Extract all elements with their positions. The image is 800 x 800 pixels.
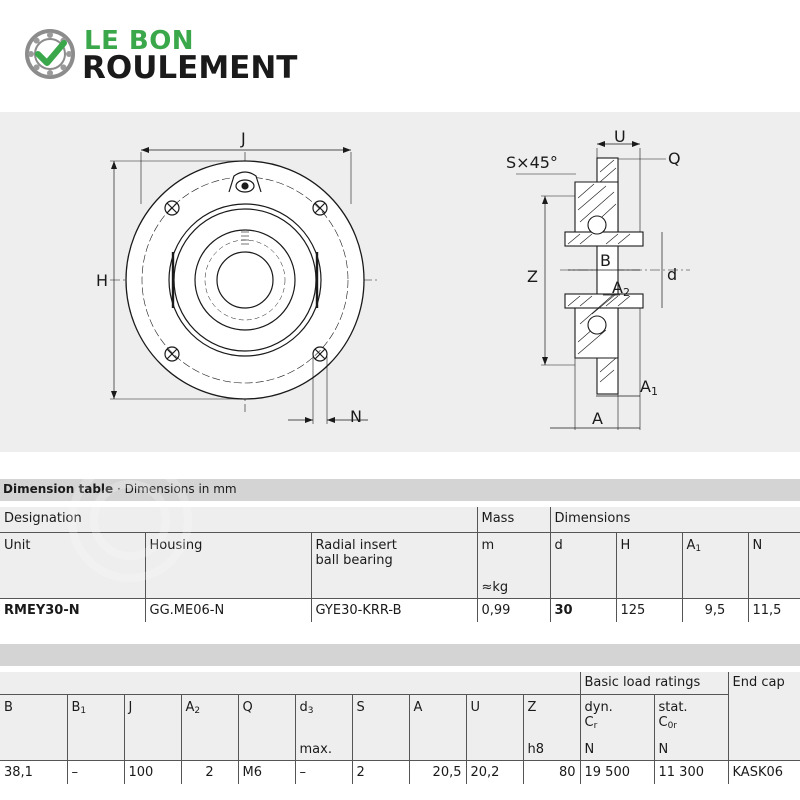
dimension-table [0,507,800,622]
B-value: 38,1 [0,760,67,784]
insert-value: GYE30-KRR-B [311,598,477,622]
Z-header: Z h8 [523,694,580,760]
end-cap-value: KASK06 [728,760,800,784]
brand-line2: ROULEMENT [82,50,298,86]
d3-value: – [295,760,352,784]
Cr-value: 19 500 [580,760,654,784]
side-view [516,141,690,430]
label-Z: Z [527,267,538,286]
drawing-svg [0,112,800,452]
label-N: N [350,407,362,426]
A-header: A [409,694,466,760]
label-B: B [600,251,611,270]
J-value: 100 [124,760,181,784]
S-value: 2 [352,760,409,784]
label-s45: S×45° [506,153,558,172]
mass-header: Mass [477,507,550,532]
basic-load-header: Basic load ratings [580,672,728,694]
housing-value: GG.ME06-N [145,598,311,622]
label-Q: Q [668,149,681,168]
end-cap-header: End cap [728,672,800,760]
H-value: 125 [616,598,682,622]
front-view [110,147,380,424]
d-value: 30 [550,598,616,622]
label-H: H [96,271,109,290]
A1-value: 9,5 [682,598,748,622]
H-header: H [616,532,682,598]
second-table-bar [0,644,800,666]
label-J: J [241,129,246,148]
mass-unit-header: m ≈kg [477,532,550,598]
designation-header: Designation [0,507,477,532]
mass-value: 0,99 [477,598,550,622]
insert-header: Radial insert ball bearing [311,532,477,598]
Cr-header: dyn. Cr N [580,694,654,760]
dimension-table-titlebar [0,479,800,501]
header [0,0,800,112]
label-d: d [667,265,678,284]
C0r-value: 11 300 [654,760,728,784]
A-value: 20,5 [409,760,466,784]
S-header: S [352,694,409,760]
label-A2: A2 [612,278,630,299]
housing-header: Housing [145,532,311,598]
d-header: d [550,532,616,598]
d3-header: d3 max. [295,694,352,760]
Z-value: 80 [523,760,580,784]
N-value: 11,5 [748,598,800,622]
N-header: N [748,532,800,598]
table-row [0,760,800,784]
A2-header: A2 [181,694,238,760]
B1-value: – [67,760,124,784]
unit-header: Unit [0,532,145,598]
label-A: A [592,409,603,428]
Q-value: M6 [238,760,295,784]
U-value: 20,2 [466,760,523,784]
bearing-check-icon [24,28,76,80]
unit-value: RMEY30-N [0,598,145,622]
A1-header: A1 [682,532,748,598]
B1-header: B1 [67,694,124,760]
table-row [0,598,800,622]
J-header: J [124,694,181,760]
dimension-table-title: Dimension table · Dimensions in mm [3,482,237,496]
dimensions-header: Dimensions [550,507,800,532]
technical-drawing [0,112,800,452]
second-dimension-table [0,672,800,784]
label-A1: A1 [640,377,658,398]
U-header: U [466,694,523,760]
A2-value: 2 [181,760,238,784]
Q-header: Q [238,694,295,760]
B-header: B [0,694,67,760]
brand-line1: LE BON [84,26,195,56]
label-U: U [614,127,626,146]
C0r-header: stat. C0r N [654,694,728,760]
